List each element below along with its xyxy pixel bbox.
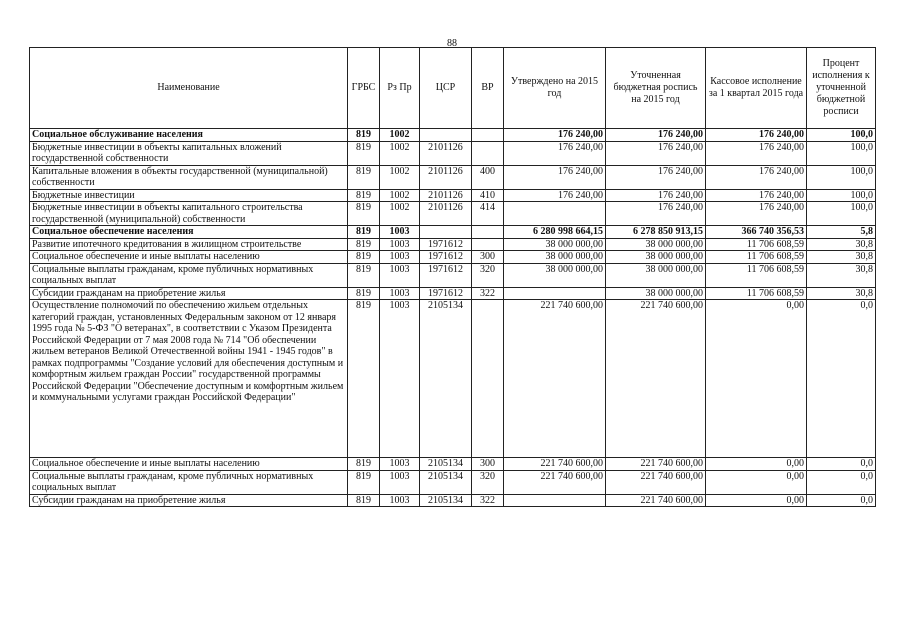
- cell-csr: [420, 129, 472, 142]
- cell-name: Социальное обеспечение населения: [30, 226, 348, 239]
- table-row: [30, 189, 876, 202]
- cell-grbs: 819: [348, 189, 380, 202]
- budget-table: [29, 47, 876, 507]
- cell-vr: 414: [472, 202, 504, 226]
- cell-refined: 221 740 600,00: [606, 494, 706, 507]
- cell-percent: 0,0: [807, 494, 876, 507]
- cell-grbs: 819: [348, 470, 380, 494]
- table-row: [30, 470, 876, 494]
- cell-grbs: 819: [348, 494, 380, 507]
- cell-cash: 11 706 608,59: [706, 251, 807, 264]
- cell-refined: 38 000 000,00: [606, 251, 706, 264]
- cell-cash: 176 240,00: [706, 141, 807, 165]
- cell-vr: [472, 300, 504, 458]
- cell-csr: 1971612: [420, 287, 472, 300]
- col-header-refined: Уточненная бюджетная роспись на 2015 год: [606, 48, 706, 129]
- cell-vr: 400: [472, 165, 504, 189]
- cell-grbs: 819: [348, 238, 380, 251]
- cell-approved: 176 240,00: [504, 129, 606, 142]
- cell-cash: 0,00: [706, 470, 807, 494]
- col-header-csr: ЦСР: [420, 48, 472, 129]
- cell-csr: 2105134: [420, 458, 472, 471]
- table-row: [30, 202, 876, 226]
- table-row: [30, 263, 876, 287]
- cell-csr: 2105134: [420, 494, 472, 507]
- cell-grbs: 819: [348, 202, 380, 226]
- cell-refined: 176 240,00: [606, 129, 706, 142]
- cell-name: Субсидии гражданам на приобретение жилья: [30, 494, 348, 507]
- cell-name: Социальные выплаты гражданам, кроме публичных нормативных социальных выплат: [30, 263, 348, 287]
- cell-csr: 2101126: [420, 165, 472, 189]
- cell-vr: [472, 129, 504, 142]
- cell-approved: [504, 287, 606, 300]
- cell-refined: 38 000 000,00: [606, 263, 706, 287]
- cell-cash: 176 240,00: [706, 202, 807, 226]
- cell-csr: 2105134: [420, 300, 472, 458]
- cell-refined: 176 240,00: [606, 165, 706, 189]
- cell-cash: 0,00: [706, 494, 807, 507]
- table-row: [30, 226, 876, 239]
- col-header-name: Наименование: [30, 48, 348, 129]
- cell-csr: 1971612: [420, 238, 472, 251]
- cell-cash: 11 706 608,59: [706, 287, 807, 300]
- cell-grbs: 819: [348, 251, 380, 264]
- table-header: [30, 48, 876, 129]
- cell-rzpr: 1002: [380, 189, 420, 202]
- cell-refined: 38 000 000,00: [606, 238, 706, 251]
- cell-grbs: 819: [348, 226, 380, 239]
- cell-refined: 221 740 600,00: [606, 300, 706, 458]
- col-header-vr: ВР: [472, 48, 504, 129]
- cell-percent: 30,8: [807, 263, 876, 287]
- cell-vr: [472, 141, 504, 165]
- cell-approved: [504, 202, 606, 226]
- cell-vr: 320: [472, 470, 504, 494]
- cell-name: Бюджетные инвестиции в объекты капитального строительства государственной (муниципальной) собственности: [30, 202, 348, 226]
- cell-cash: 11 706 608,59: [706, 238, 807, 251]
- cell-approved: 38 000 000,00: [504, 238, 606, 251]
- cell-approved: 176 240,00: [504, 189, 606, 202]
- cell-name: Социальное обслуживание населения: [30, 129, 348, 142]
- cell-rzpr: 1003: [380, 226, 420, 239]
- cell-approved: [504, 494, 606, 507]
- cell-rzpr: 1003: [380, 458, 420, 471]
- table-row: [30, 251, 876, 264]
- cell-cash: 176 240,00: [706, 165, 807, 189]
- cell-vr: [472, 238, 504, 251]
- col-header-grbs: ГРБС: [348, 48, 380, 129]
- cell-percent: 0,0: [807, 458, 876, 471]
- cell-refined: 38 000 000,00: [606, 287, 706, 300]
- cell-cash: 176 240,00: [706, 189, 807, 202]
- cell-cash: 11 706 608,59: [706, 263, 807, 287]
- col-header-approved: Утверждено на 2015 год: [504, 48, 606, 129]
- cell-csr: [420, 226, 472, 239]
- cell-name: Капитальные вложения в объекты государственной (муниципальной) собственности: [30, 165, 348, 189]
- cell-name: Социальные выплаты гражданам, кроме публичных нормативных социальных выплат: [30, 470, 348, 494]
- cell-csr: 1971612: [420, 263, 472, 287]
- cell-percent: 30,8: [807, 287, 876, 300]
- cell-refined: 221 740 600,00: [606, 458, 706, 471]
- cell-csr: 2101126: [420, 202, 472, 226]
- cell-percent: 100,0: [807, 141, 876, 165]
- table-row: [30, 129, 876, 142]
- cell-name: Социальное обеспечение и иные выплаты населению: [30, 458, 348, 471]
- cell-name: Субсидии гражданам на приобретение жилья: [30, 287, 348, 300]
- cell-percent: 100,0: [807, 165, 876, 189]
- table-row: [30, 165, 876, 189]
- col-header-cash: Кассовое исполнение за 1 квартал 2015 года: [706, 48, 807, 129]
- table-body: [30, 129, 876, 507]
- cell-refined: 6 278 850 913,15: [606, 226, 706, 239]
- cell-percent: 30,8: [807, 238, 876, 251]
- cell-rzpr: 1002: [380, 141, 420, 165]
- cell-grbs: 819: [348, 165, 380, 189]
- cell-rzpr: 1002: [380, 202, 420, 226]
- cell-rzpr: 1003: [380, 300, 420, 458]
- cell-rzpr: 1003: [380, 287, 420, 300]
- cell-approved: 38 000 000,00: [504, 263, 606, 287]
- cell-grbs: 819: [348, 300, 380, 458]
- cell-name: Социальное обеспечение и иные выплаты населению: [30, 251, 348, 264]
- cell-vr: 410: [472, 189, 504, 202]
- cell-approved: 176 240,00: [504, 165, 606, 189]
- table-row: [30, 494, 876, 507]
- table-row: [30, 300, 876, 458]
- cell-name: Бюджетные инвестиции в объекты капитальных вложений государственной собственности: [30, 141, 348, 165]
- cell-rzpr: 1002: [380, 129, 420, 142]
- cell-grbs: 819: [348, 263, 380, 287]
- cell-csr: 2105134: [420, 470, 472, 494]
- cell-rzpr: 1003: [380, 251, 420, 264]
- table-row: [30, 238, 876, 251]
- col-header-rzpr: Рз Пр: [380, 48, 420, 129]
- cell-refined: 176 240,00: [606, 141, 706, 165]
- cell-vr: 322: [472, 287, 504, 300]
- cell-vr: 320: [472, 263, 504, 287]
- cell-cash: 0,00: [706, 300, 807, 458]
- cell-approved: 6 280 998 664,15: [504, 226, 606, 239]
- cell-rzpr: 1002: [380, 165, 420, 189]
- cell-percent: 100,0: [807, 129, 876, 142]
- cell-grbs: 819: [348, 287, 380, 300]
- cell-grbs: 819: [348, 458, 380, 471]
- cell-rzpr: 1003: [380, 263, 420, 287]
- cell-rzpr: 1003: [380, 238, 420, 251]
- cell-approved: 176 240,00: [504, 141, 606, 165]
- cell-csr: 2101126: [420, 189, 472, 202]
- cell-name: Осуществление полномочий по обеспечению жильем отдельных категорий граждан, установленных Федеральным законом от 12 января 1995 года № 5-ФЗ "О ветеранах", в соответствии с Указом Президента Российской Федерации от 7 мая 2008 года № 714 "Об обеспечении жильем ветеранов Великой Отечественной войны 1941 - 1945 годов" в рамках подпрограммы "Создание условий для обеспечения доступным и комфортным жильем граждан России" государственной программы Российской Федерации "Обеспечение доступным и комфортным жильем и коммунальными услугами граждан Российской Федерации": [30, 300, 348, 458]
- cell-percent: 0,0: [807, 300, 876, 458]
- page-number: 88: [447, 38, 457, 49]
- cell-approved: 221 740 600,00: [504, 470, 606, 494]
- cell-csr: 1971612: [420, 251, 472, 264]
- cell-refined: 221 740 600,00: [606, 470, 706, 494]
- cell-name: Развитие ипотечного кредитования в жилищном строительстве: [30, 238, 348, 251]
- cell-name: Бюджетные инвестиции: [30, 189, 348, 202]
- cell-rzpr: 1003: [380, 494, 420, 507]
- cell-vr: 322: [472, 494, 504, 507]
- cell-cash: 366 740 356,53: [706, 226, 807, 239]
- table-row: [30, 287, 876, 300]
- cell-percent: 100,0: [807, 202, 876, 226]
- cell-rzpr: 1003: [380, 470, 420, 494]
- cell-refined: 176 240,00: [606, 202, 706, 226]
- cell-csr: 2101126: [420, 141, 472, 165]
- table-row: [30, 141, 876, 165]
- cell-vr: [472, 226, 504, 239]
- cell-approved: 221 740 600,00: [504, 458, 606, 471]
- cell-grbs: 819: [348, 141, 380, 165]
- cell-cash: 0,00: [706, 458, 807, 471]
- cell-approved: 38 000 000,00: [504, 251, 606, 264]
- cell-percent: 0,0: [807, 470, 876, 494]
- cell-grbs: 819: [348, 129, 380, 142]
- cell-refined: 176 240,00: [606, 189, 706, 202]
- cell-cash: 176 240,00: [706, 129, 807, 142]
- cell-percent: 100,0: [807, 189, 876, 202]
- cell-approved: 221 740 600,00: [504, 300, 606, 458]
- cell-percent: 5,8: [807, 226, 876, 239]
- cell-vr: 300: [472, 458, 504, 471]
- cell-vr: 300: [472, 251, 504, 264]
- col-header-percent: Процент исполнения к уточненной бюджетной росписи: [807, 48, 876, 129]
- cell-percent: 30,8: [807, 251, 876, 264]
- table-row: [30, 458, 876, 471]
